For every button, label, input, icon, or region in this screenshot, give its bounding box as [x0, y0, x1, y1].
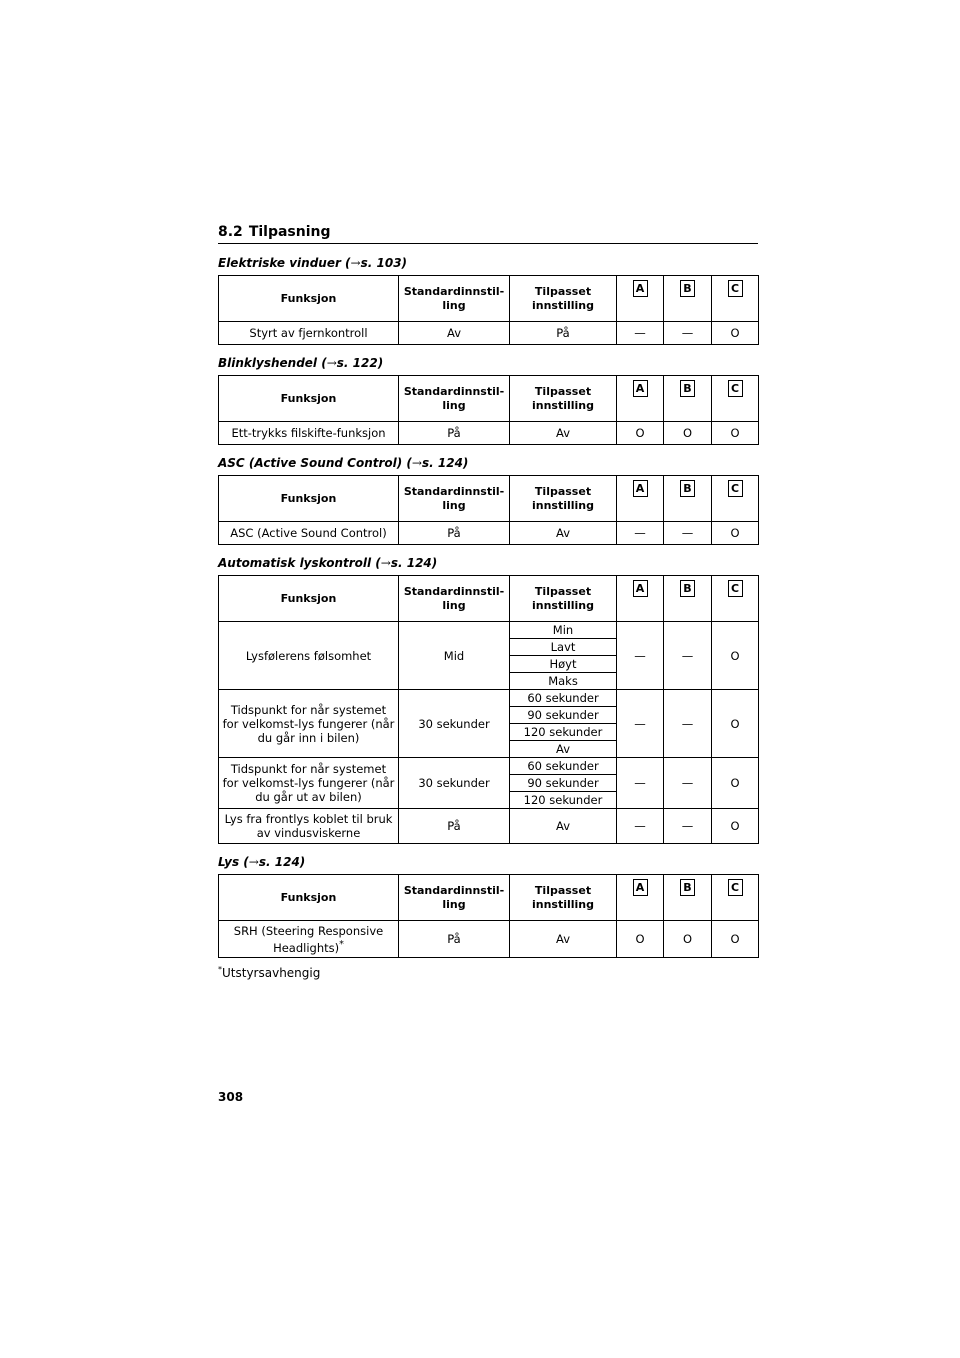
cell-funksjon-text: SRH (Steering Responsive Headlights) — [233, 923, 384, 955]
cell-c: O — [712, 322, 759, 345]
label-c-box: C — [728, 580, 743, 597]
page-reference-link[interactable]: s. 103) — [360, 256, 408, 270]
header-b — [664, 476, 712, 522]
cell-b: O — [664, 921, 712, 958]
header-tilpasset: Tilpasset innstilling — [510, 276, 617, 322]
label-c-box: C — [728, 380, 743, 397]
header-funksjon: Funksjon — [219, 276, 399, 322]
cell-tilpasset: Av — [510, 522, 617, 545]
header-c — [712, 276, 759, 322]
page-reference-link[interactable]: s. 124) — [421, 456, 469, 470]
table-row — [219, 422, 759, 445]
header-funksjon: Funksjon — [219, 376, 399, 422]
header-funksjon: Funksjon — [219, 875, 399, 921]
header-b — [664, 376, 712, 422]
header-funksjon: Funksjon — [219, 576, 399, 622]
cell-a: — — [617, 322, 664, 345]
cell-standard: 30 sekunder — [399, 758, 510, 809]
arrow-icon: → — [411, 456, 422, 470]
arrow-icon: → — [248, 855, 259, 869]
header-b — [664, 576, 712, 622]
label-b-box: B — [680, 580, 695, 597]
cell-option: 120 sekunder — [510, 792, 617, 809]
cell-option: Maks — [510, 673, 617, 690]
cell-b: O — [664, 422, 712, 445]
table-blinklys — [218, 375, 759, 445]
cell-option: 90 sekunder — [510, 707, 617, 724]
table-header-row — [219, 376, 759, 422]
cell-funksjon: Ett-trykks filskifte-funksjon — [219, 422, 399, 445]
cell-b: — — [664, 622, 712, 690]
cell-c: O — [712, 622, 759, 690]
cell-option: Høyt — [510, 656, 617, 673]
cell-a: O — [617, 422, 664, 445]
table-lyskontroll — [218, 575, 759, 844]
label-a-box: A — [633, 480, 648, 497]
cell-option: 120 sekunder — [510, 724, 617, 741]
cell-b: — — [664, 322, 712, 345]
arrow-icon: → — [326, 356, 337, 370]
label-a-box: A — [633, 580, 648, 597]
table-row — [219, 322, 759, 345]
subsection-title-asc — [218, 456, 758, 470]
cell-a: — — [617, 622, 664, 690]
cell-standard: Av — [399, 322, 510, 345]
table-header-row — [219, 875, 759, 921]
table-vinduer — [218, 275, 759, 345]
subsection-title-text: Elektriske vinduer ( — [218, 256, 351, 270]
header-a — [617, 476, 664, 522]
cell-c: O — [712, 921, 759, 958]
cell-option: 60 sekunder — [510, 758, 617, 775]
cell-funksjon: Styrt av fjernkontroll — [219, 322, 399, 345]
label-b-box: B — [680, 280, 695, 297]
arrow-icon: → — [350, 256, 361, 270]
header-funksjon: Funksjon — [219, 476, 399, 522]
table-row — [219, 690, 759, 707]
cell-a: — — [617, 690, 664, 758]
subsection-title-text: Automatisk lyskontroll ( — [218, 556, 381, 570]
cell-c: O — [712, 809, 759, 844]
cell-c: O — [712, 690, 759, 758]
label-a-box: A — [633, 879, 648, 896]
subsection-title-text: Lys ( — [218, 855, 249, 869]
table-asc — [218, 475, 759, 545]
cell-funksjon: Lysfølerens følsomhet — [219, 622, 399, 690]
arrow-icon: → — [380, 556, 391, 570]
header-standard: Standardinnstil-ling — [399, 276, 510, 322]
page-reference-link[interactable]: s. 124) — [390, 556, 438, 570]
label-a-box: A — [633, 380, 648, 397]
table-row — [219, 522, 759, 545]
label-b-box: B — [680, 380, 695, 397]
header-c — [712, 576, 759, 622]
subsection-title-blinklys — [218, 356, 758, 370]
cell-tilpasset: Av — [510, 809, 617, 844]
cell-a: O — [617, 921, 664, 958]
subsection-title-lyskontroll — [218, 556, 758, 570]
subsection-title-vinduer — [218, 256, 758, 270]
label-a-box: A — [633, 280, 648, 297]
cell-funksjon: Lys fra frontlys koblet til bruk av vindusviskerne — [219, 809, 399, 844]
cell-c: O — [712, 422, 759, 445]
table-row — [219, 921, 759, 958]
header-tilpasset: Tilpasset innstilling — [510, 875, 617, 921]
label-b-box: B — [680, 879, 695, 896]
cell-option: Av — [510, 741, 617, 758]
cell-standard: På — [399, 422, 510, 445]
cell-standard: Mid — [399, 622, 510, 690]
page-reference-link[interactable]: s. 124) — [258, 855, 306, 869]
cell-funksjon: Tidspunkt for når systemet for velkomst-lys fungerer (når du går ut av bilen) — [219, 758, 399, 809]
header-tilpasset: Tilpasset innstilling — [510, 576, 617, 622]
footnote-marker: * — [218, 965, 222, 974]
header-a — [617, 276, 664, 322]
header-tilpasset: Tilpasset innstilling — [510, 376, 617, 422]
header-c — [712, 476, 759, 522]
cell-a: — — [617, 522, 664, 545]
header-a — [617, 376, 664, 422]
label-b-box: B — [680, 480, 695, 497]
header-standard: Standardinnstil-ling — [399, 476, 510, 522]
table-row — [219, 622, 759, 639]
cell-a: — — [617, 758, 664, 809]
cell-standard: På — [399, 522, 510, 545]
table-header-row — [219, 476, 759, 522]
cell-b: — — [664, 522, 712, 545]
cell-funksjon: Tidspunkt for når systemet for velkomst-lys fungerer (når du går inn i bilen) — [219, 690, 399, 758]
header-standard: Standardinnstil-ling — [399, 576, 510, 622]
cell-funksjon: ASC (Active Sound Control) — [219, 522, 399, 545]
cell-standard: På — [399, 921, 510, 958]
subsection-title-text: ASC (Active Sound Control) ( — [218, 456, 412, 470]
cell-b: — — [664, 809, 712, 844]
cell-b: — — [664, 758, 712, 809]
label-c-box: C — [728, 280, 743, 297]
cell-standard: På — [399, 809, 510, 844]
footnote — [218, 965, 758, 980]
cell-c: O — [712, 758, 759, 809]
header-a — [617, 576, 664, 622]
header-standard: Standardinnstil-ling — [399, 875, 510, 921]
footnote-marker: * — [339, 938, 344, 950]
header-b — [664, 276, 712, 322]
table-header-row — [219, 576, 759, 622]
table-header-row — [219, 276, 759, 322]
cell-option: Lavt — [510, 639, 617, 656]
page-content — [218, 224, 758, 980]
footnote-text: Utstyrsavhengig — [222, 966, 321, 980]
label-c-box: C — [728, 879, 743, 896]
table-row — [219, 809, 759, 844]
header-c — [712, 376, 759, 422]
page-reference-link[interactable]: s. 122) — [336, 356, 384, 370]
section-header — [218, 224, 758, 244]
page-number: 308 — [218, 1090, 244, 1104]
cell-tilpasset: På — [510, 322, 617, 345]
section-number: 8.2 — [218, 224, 243, 240]
cell-option: 90 sekunder — [510, 775, 617, 792]
table-row — [219, 758, 759, 775]
table-lys — [218, 874, 759, 958]
subsection-title-lys — [218, 855, 758, 869]
header-b — [664, 875, 712, 921]
label-c-box: C — [728, 480, 743, 497]
header-a — [617, 875, 664, 921]
cell-a: — — [617, 809, 664, 844]
subsection-title-text: Blinklyshendel ( — [218, 356, 327, 370]
header-c — [712, 875, 759, 921]
header-tilpasset: Tilpasset innstilling — [510, 476, 617, 522]
cell-c: O — [712, 522, 759, 545]
cell-option: Min — [510, 622, 617, 639]
cell-tilpasset: Av — [510, 422, 617, 445]
cell-option: 60 sekunder — [510, 690, 617, 707]
cell-funksjon — [219, 921, 399, 958]
header-standard: Standardinnstil-ling — [399, 376, 510, 422]
cell-b: — — [664, 690, 712, 758]
section-title: Tilpasning — [248, 224, 331, 240]
cell-tilpasset: Av — [510, 921, 617, 958]
cell-standard: 30 sekunder — [399, 690, 510, 758]
